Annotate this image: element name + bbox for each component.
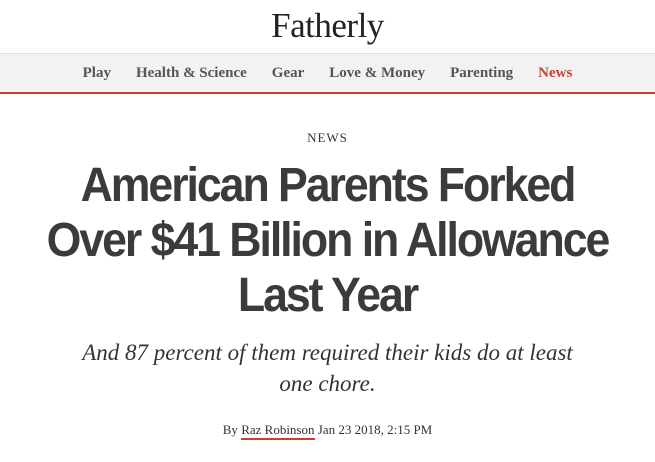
byline-prefix: By <box>222 422 238 437</box>
publish-date: Jan 23 2018, 2:15 PM <box>317 422 433 437</box>
nav-item-love-money[interactable]: Love & Money <box>329 64 426 81</box>
headline-line-1: American Parents Forked <box>80 159 575 212</box>
dek-line-2: one chore. <box>279 371 376 396</box>
nav-item-news[interactable]: News <box>538 64 573 81</box>
author-link[interactable]: Raz Robinson <box>241 422 314 440</box>
main-navigation <box>0 53 655 94</box>
article-section-label[interactable]: NEWS <box>307 130 348 145</box>
headline-line-2: Over $41 Billion in Allowance <box>46 214 609 267</box>
article-headline <box>23 158 632 323</box>
article-dek <box>50 337 605 399</box>
nav-item-parenting[interactable]: Parenting <box>450 64 514 81</box>
site-header <box>0 0 655 53</box>
nav-item-health-science[interactable]: Health & Science <box>135 64 247 81</box>
article-byline <box>0 422 655 438</box>
nav-list <box>0 54 655 92</box>
nav-item-play[interactable]: Play <box>82 64 111 81</box>
fatherly-logo[interactable]: Fatherly <box>271 6 384 45</box>
dek-line-1: And 87 percent of them required their kids do at least <box>82 340 573 365</box>
nav-item-gear[interactable]: Gear <box>271 64 305 81</box>
headline-line-3: Last Year <box>237 269 418 322</box>
